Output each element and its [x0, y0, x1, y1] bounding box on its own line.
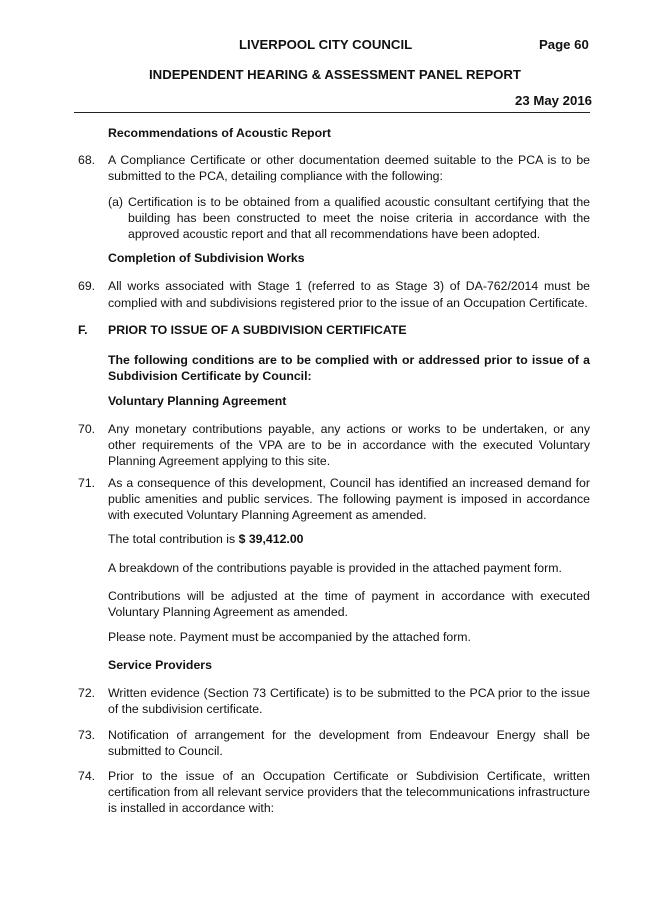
total-contribution-label: The total contribution is: [108, 532, 239, 546]
condition-number-73: 73.: [78, 728, 96, 742]
subclause-text-a: Certification is to be obtained from a qualified acoustic consultant certifying that the building has been constructed to meet the noise criteria in accordance with the approved acoustic report and that all recommendations have been adopted.: [128, 195, 590, 241]
condition-text-74: Prior to the issue of an Occupation Certificate or Subdivision Certificate, written certification from all relevant service providers that the telecommunications infrastructure is installed in accordance with:: [108, 769, 590, 815]
condition-number-68: 68.: [78, 153, 96, 167]
total-contribution: [108, 531, 590, 547]
heading-subdivision-works: Completion of Subdivision Works: [108, 251, 305, 265]
total-contribution-amount: $ 39,412.00: [238, 532, 304, 546]
council-name: LIVERPOOL CITY COUNCIL: [239, 37, 413, 52]
header-divider: [74, 112, 590, 113]
report-title: INDEPENDENT HEARING & ASSESSMENT PANEL REPORT: [149, 67, 521, 82]
heading-acoustic: Recommendations of Acoustic Report: [108, 126, 331, 140]
condition-text-69: All works associated with Stage 1 (referred to as Stage 3) of DA-762/2014 must be complied with and subdivisions registered prior to the issue of an Occupation Certificate.: [108, 279, 590, 310]
condition-number-74: 74.: [78, 769, 96, 783]
condition-number-70: 70.: [78, 422, 96, 436]
report-date: 23 May 2016: [515, 93, 592, 108]
condition-text-73: Notification of arrangement for the development from Endeavour Energy shall be submitted to Council.: [108, 728, 590, 758]
heading-vpa: Voluntary Planning Agreement: [108, 394, 287, 408]
condition-number-71: 71.: [78, 476, 96, 490]
section-f-intro: The following conditions are to be complied with or addressed prior to issue of a Subdivision Certificate by Council:: [108, 353, 590, 383]
heading-service-providers: Service Providers: [108, 658, 212, 672]
condition-text-71: As a consequence of this development, Council has identified an increased demand for public amenities and public services. The following payment is imposed in accordance with executed Voluntary Planning Agreement as amended.: [108, 476, 590, 522]
subclause-label-a: (a): [108, 195, 124, 209]
payment-note: Please note. Payment must be accompanied by the attached form.: [108, 630, 471, 644]
condition-number-69: 69.: [78, 279, 96, 293]
condition-text-70: Any monetary contributions payable, any actions or works to be undertaken, or any other requirements of the VPA are to be in accordance with the executed Voluntary Planning Agreement applying to this site.: [108, 422, 590, 468]
page-number: Page 60: [539, 37, 589, 52]
breakdown-note: A breakdown of the contributions payable is provided in the attached payment form.: [108, 561, 562, 575]
section-letter-f: F.: [78, 323, 88, 337]
section-title-f: PRIOR TO ISSUE OF A SUBDIVISION CERTIFICATE: [108, 323, 407, 337]
condition-text-68: A Compliance Certificate or other documentation deemed suitable to the PCA is to be submitted to the PCA, detailing compliance with the following:: [108, 153, 590, 183]
condition-text-72: Written evidence (Section 73 Certificate) is to be submitted to the PCA prior to the issue of the subdivision certificate.: [108, 686, 590, 716]
adjustment-note: Contributions will be adjusted at the time of payment in accordance with executed Voluntary Planning Agreement as amended.: [108, 589, 590, 619]
condition-number-72: 72.: [78, 686, 96, 700]
